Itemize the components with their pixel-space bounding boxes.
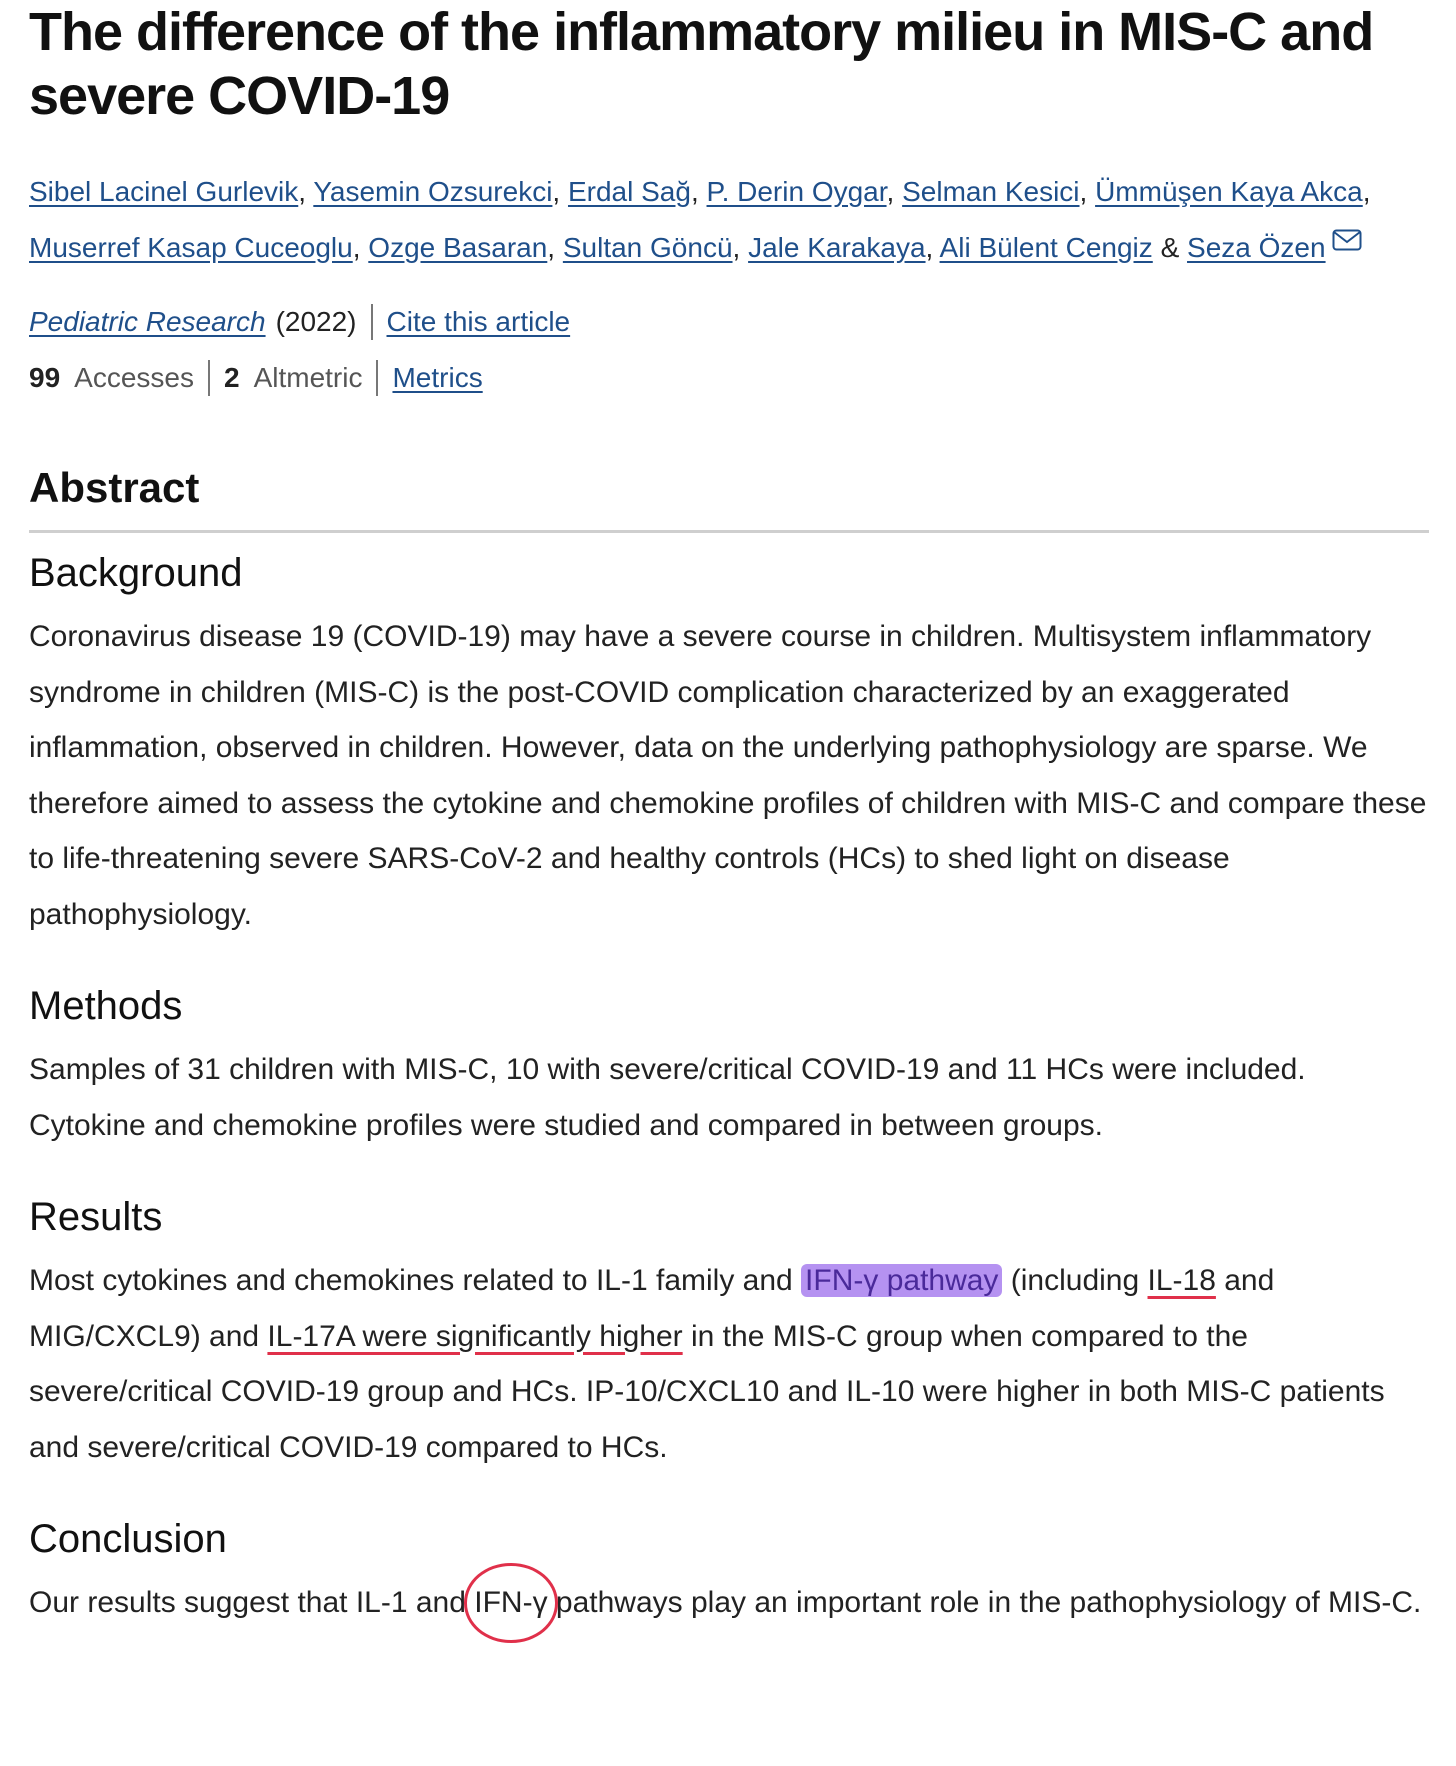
altmetric-count: 2 [223, 362, 240, 393]
corresponding-author-link[interactable]: Seza Özen [1187, 232, 1326, 263]
author-link[interactable]: Ümmüşen Kaya Akca [1095, 176, 1363, 207]
background-section [29, 545, 1429, 942]
cite-article-link[interactable]: Cite this article [386, 306, 571, 337]
author-link[interactable]: Sibel Lacinel Gurlevik [29, 176, 299, 207]
divider [371, 304, 373, 340]
accesses-count: 99 [29, 362, 61, 393]
metrics-link[interactable]: Metrics [392, 362, 483, 393]
metrics-line [29, 354, 1429, 402]
underlined-annotation: IL-17A were significantly higher [267, 1319, 683, 1353]
publication-year: (2022) [275, 306, 357, 337]
circled-annotation: IFN-γ [474, 1575, 547, 1631]
accesses-label: Accesses [74, 362, 194, 393]
section-text: Coronavirus disease 19 (COVID-19) may have a severe course in children. Multisystem inflammatory syndrome in children (MIS-C) is the post-COVID complication characterized by an exaggerated inflammation, observed in children. However, data on the underlying pathophysiology are sparse. We therefore aimed to assess the cytokine and chemokine profiles of children with MIS-C and compare these to life-threatening severe SARS-CoV-2 and healthy controls (HCs) to shed light on disease pathophysiology. [29, 620, 1427, 931]
abstract-heading: Abstract [29, 458, 1429, 533]
author-link[interactable]: Jale Karakaya [748, 232, 926, 263]
section-heading: Results [29, 1195, 163, 1239]
section-text: Most cytokines and chemokines related to IL-1 family and IFN-γ pathway (including IL-18 and MIG/CXCL9) and IL-17A were significantly higher in the MIS-C group when compared to the severe/critical COVID-19 group and HCs. IP-10/CXCL10 and IL-10 were higher in both MIS-C patients and severe/critical COVID-19 compared to HCs. [29, 1264, 1385, 1464]
highlighted-text: IFN-γ pathway [801, 1264, 1002, 1297]
article-title: The difference of the inflammatory milieu in MIS-C and severe COVID-19 [29, 2, 1374, 126]
section-heading: Background [29, 551, 243, 595]
author-link[interactable]: Muserref Kasap Cuceoglu [29, 232, 353, 263]
author-link[interactable]: Ali Bülent Cengiz [939, 232, 1153, 263]
divider [208, 360, 210, 396]
section-text: Samples of 31 children with MIS-C, 10 with severe/critical COVID-19 and 11 HCs were included. Cytokine and chemokine profiles were studied and compared in between groups. [29, 1053, 1306, 1142]
author-link[interactable]: Selman Kesici [902, 176, 1080, 207]
section-heading: Conclusion [29, 1517, 227, 1561]
methods-section [29, 978, 1429, 1153]
section-heading: Methods [29, 984, 183, 1028]
author-list: Sibel Lacinel Gurlevik, Yasemin Ozsurekci, Erdal Sağ, P. Derin Oygar, Selman Kesici, Ümmüşen Kaya Akca, Muserref Kasap Cuceoglu, Ozge Basaran, Sultan Göncü, Jale Karakaya, Ali Bülent Cengiz & Seza Özen [29, 164, 1429, 276]
envelope-icon[interactable] [1332, 214, 1362, 270]
author-link[interactable]: Yasemin Ozsurekci [313, 176, 553, 207]
divider [376, 360, 378, 396]
results-section [29, 1189, 1429, 1475]
author-link[interactable]: Ozge Basaran [368, 232, 548, 263]
article-page [29, 0, 1429, 1631]
author-link[interactable]: P. Derin Oygar [706, 176, 887, 207]
author-link[interactable]: Sultan Göncü [562, 232, 733, 263]
journal-line [29, 298, 1429, 346]
author-link[interactable]: Erdal Sağ [567, 176, 691, 207]
journal-link[interactable]: Pediatric Research [29, 306, 266, 337]
section-text: Our results suggest that IL-1 and IFN-γ pathways play an important role in the pathophysiology of MIS-C. [29, 1575, 1429, 1631]
underlined-annotation: IL-18 [1147, 1264, 1216, 1297]
conclusion-section [29, 1511, 1429, 1631]
altmetric-label: Altmetric [253, 362, 363, 393]
